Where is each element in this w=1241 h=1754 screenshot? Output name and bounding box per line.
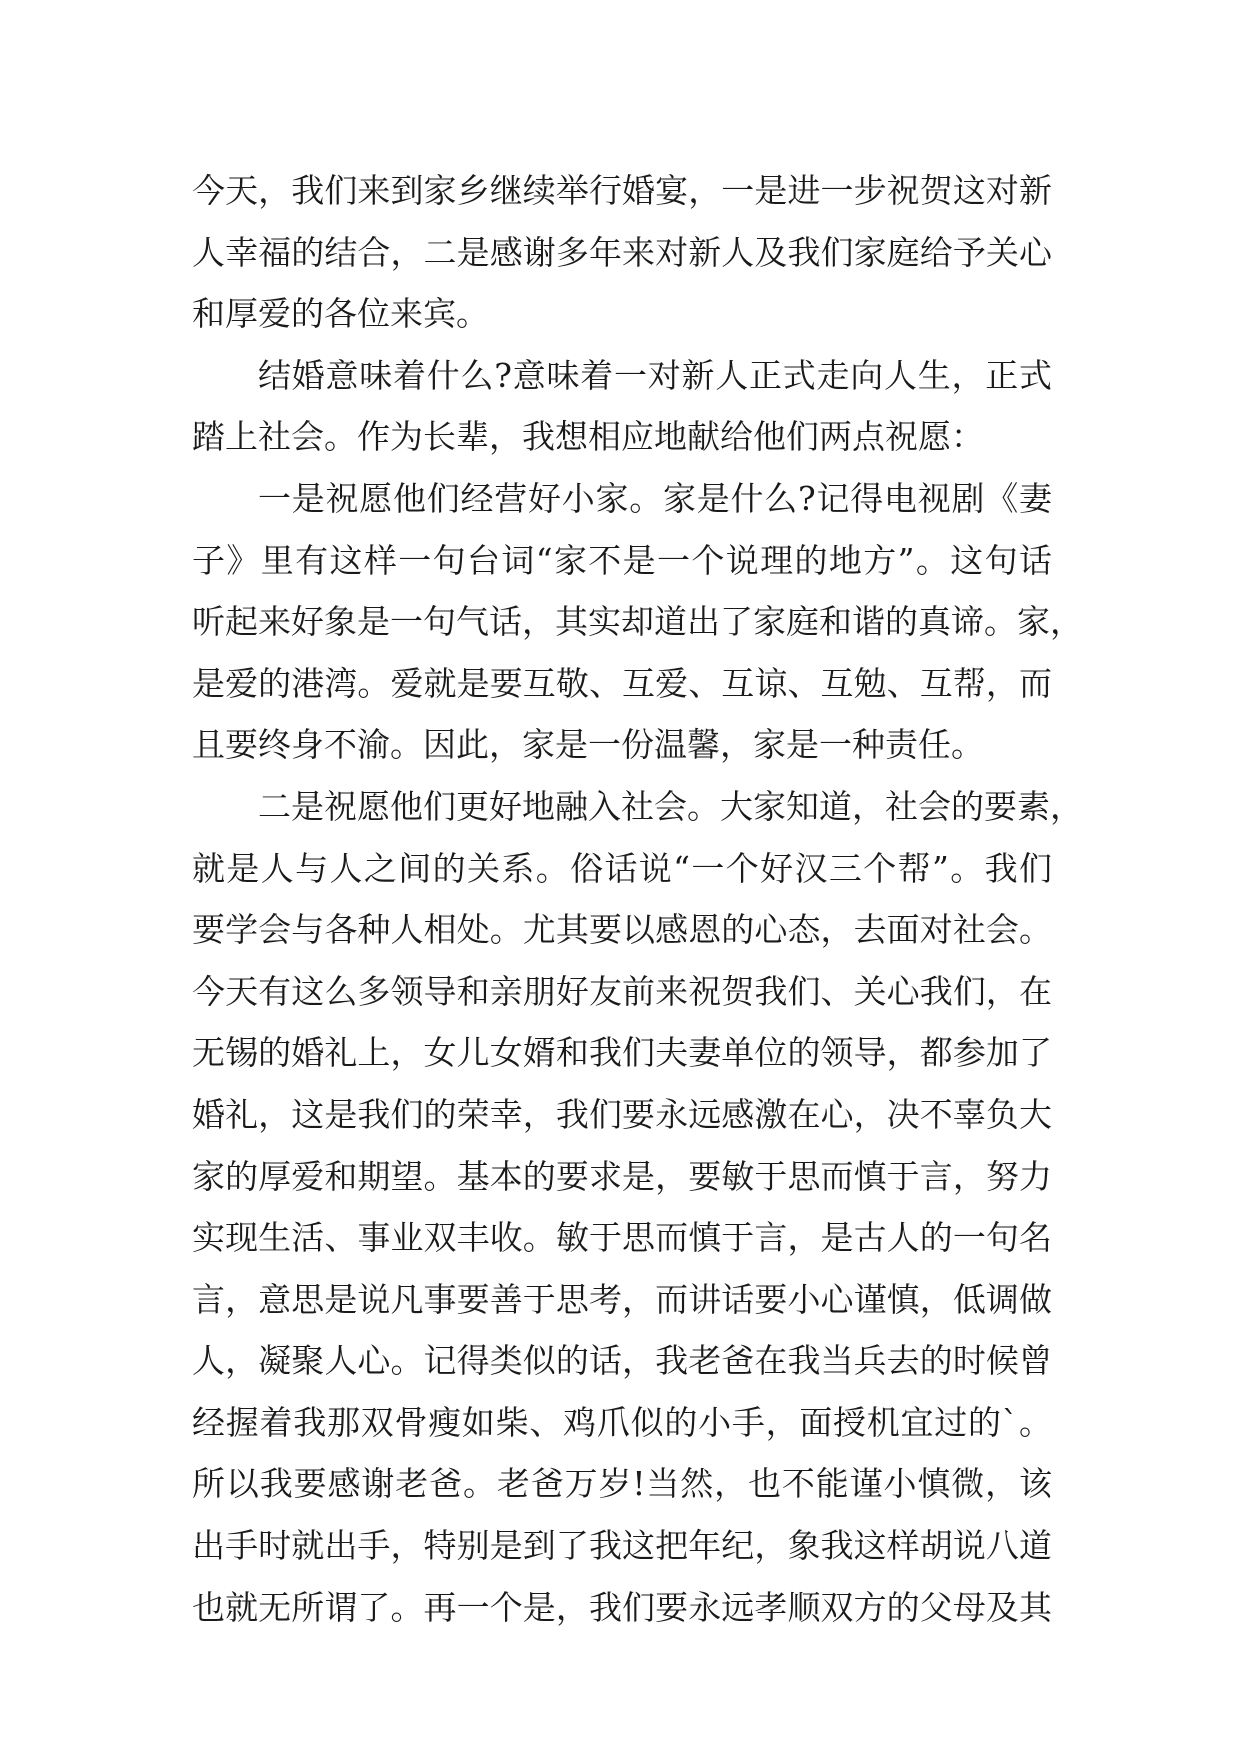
- text-line: 婚礼，这是我们的荣幸，我们要永远感激在心，决不辜负大: [192, 1094, 1052, 1134]
- text-line: 实现生活、事业双丰收。敏于思而慎于言，是古人的一句名: [192, 1218, 1052, 1258]
- paragraph-first-line: 结婚意味着什么?意味着一对新人正式走向人生，正式: [258, 355, 1052, 395]
- document-body: [192, 160, 1083, 1638]
- text-line: 子》里有这样一句台词“家不是一个说理的地方”。这句话: [192, 540, 1052, 580]
- text-line: 言，意思是说凡事要善于思考，而讲话要小心谨慎，低调做: [192, 1279, 1052, 1319]
- text-line: 出手时就出手，特别是到了我这把年纪，象我这样胡说八道: [192, 1526, 1052, 1566]
- text-line: 是爱的港湾。爱就是要互敬、互爱、互谅、互勉、互帮，而: [192, 663, 1052, 703]
- text-line: 和厚爱的各位来宾。: [192, 294, 489, 334]
- text-line: 无锡的婚礼上，女儿女婿和我们夫妻单位的领导，都参加了: [192, 1033, 1052, 1073]
- text-line: 也就无所谓了。再一个是，我们要永远孝顺双方的父母及其: [192, 1587, 1052, 1627]
- text-line: 家的厚爱和期望。基本的要求是，要敏于思而慎于言，努力: [192, 1156, 1052, 1196]
- text-line: 要学会与各种人相处。尤其要以感恩的心态，去面对社会。: [192, 910, 1052, 950]
- paragraph-first-line: 二是祝愿他们更好地融入社会。大家知道，社会的要素，: [258, 786, 1083, 826]
- text-line: 今天有这么多领导和亲朋好友前来祝贺我们、关心我们，在: [192, 971, 1052, 1011]
- text-line: 所以我要感谢老爸。老爸万岁!当然，也不能谨小慎微，该: [192, 1464, 1052, 1504]
- text-line: 听起来好象是一句气话，其实却道出了家庭和谐的真谛。家，: [192, 602, 1083, 642]
- text-line: 人，凝聚人心。记得类似的话，我老爸在我当兵去的时候曾: [192, 1341, 1052, 1381]
- text-line: 经握着我那双骨瘦如柴、鸡爪似的小手，面授机宜过的`。: [192, 1402, 1052, 1442]
- text-line: 今天，我们来到家乡继续举行婚宴，一是进一步祝贺这对新: [192, 171, 1052, 210]
- text-line: 踏上社会。作为长辈，我想相应地献给他们两点祝愿：: [192, 417, 984, 457]
- text-line: 就是人与人之间的关系。俗话说“一个好汉三个帮”。我们: [192, 848, 1052, 888]
- text-line: 人幸福的结合，二是感谢多年来对新人及我们家庭给予关心: [192, 232, 1052, 272]
- text-line: 且要终身不渝。因此，家是一份温馨，家是一种责任。: [192, 725, 984, 765]
- paragraph-first-line: 一是祝愿他们经营好小家。家是什么?记得电视剧《妻: [258, 478, 1052, 518]
